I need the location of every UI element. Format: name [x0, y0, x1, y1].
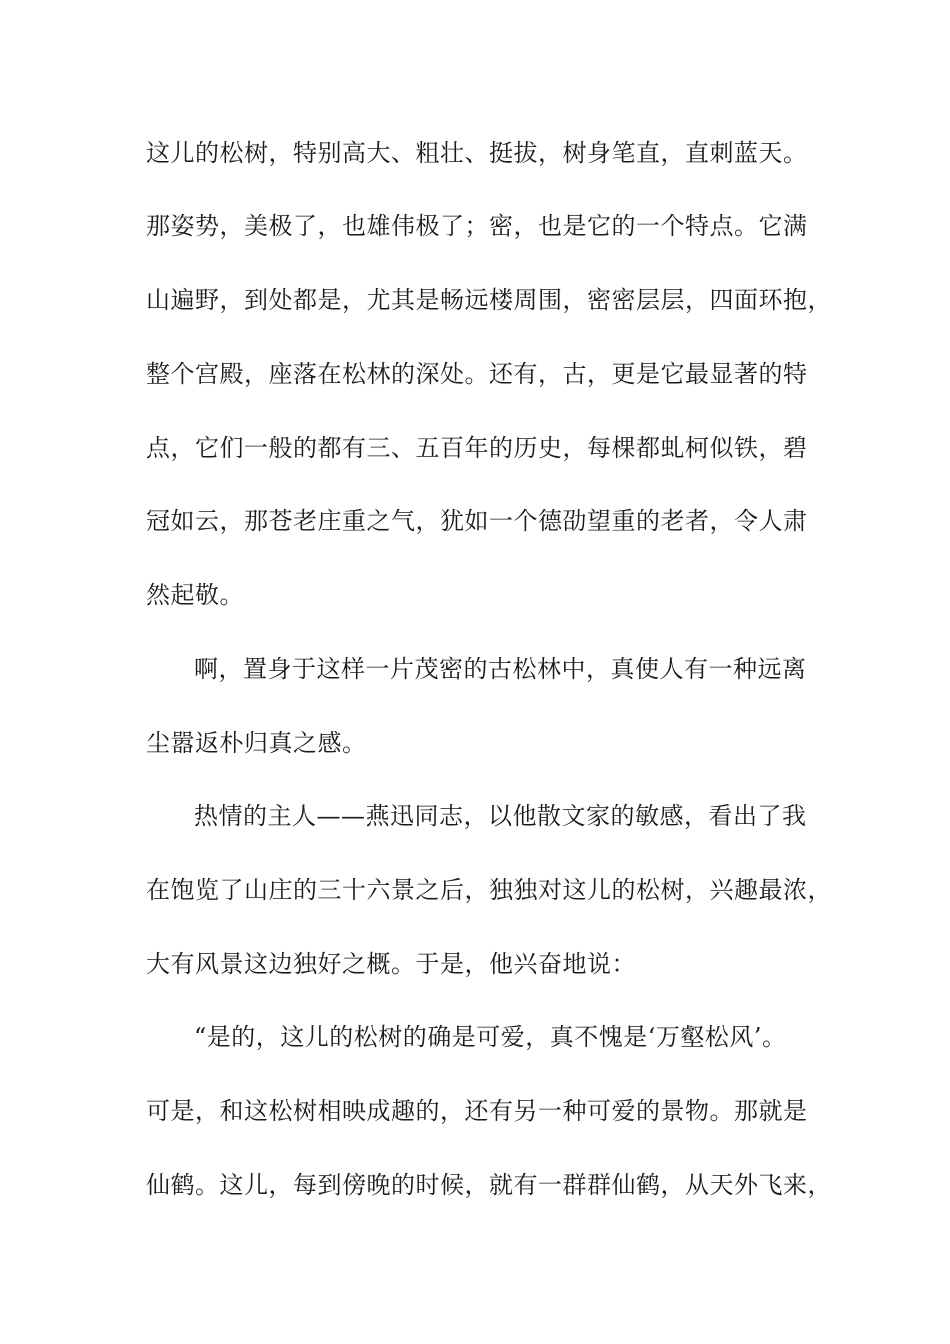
- text-line: 然起敬。: [146, 581, 244, 609]
- text-line: 仙鹤。这儿，每到傍晚的时候，就有一群群仙鹤，从天外飞来，: [146, 1171, 832, 1199]
- paragraph-start-line: “是的，这儿的松树的确是可爱，真不愧是‘万壑松风’。: [194, 1023, 787, 1051]
- text-line: 整个宫殿，座落在松林的深处。还有，古，更是它最显著的特: [146, 360, 808, 388]
- text-line: 点，它们一般的都有三、五百年的历史，每棵都虬柯似铁，碧: [146, 434, 808, 462]
- text-line: 山遍野，到处都是，尤其是畅远楼周围，密密层层，四面环抱，: [146, 286, 832, 314]
- text-line: 冠如云，那苍老庄重之气，犹如一个德劭望重的老者，令人肃: [146, 507, 808, 535]
- paragraph-start-line: 热情的主人——燕迅同志，以他散文家的敏感，看出了我: [194, 802, 807, 830]
- text-line: 可是，和这松树相映成趣的，还有另一种可爱的景物。那就是: [146, 1097, 808, 1125]
- text-line: 尘嚣返朴归真之感。: [146, 729, 367, 757]
- paragraph-start-line: 啊，置身于这样一片茂密的古松林中，真使人有一种远离: [194, 655, 807, 683]
- text-line: 那姿势，美极了，也雄伟极了；密，也是它的一个特点。它满: [146, 212, 808, 240]
- text-line: 这儿的松树，特别高大、粗壮、挺拔，树身笔直，直刺蓝天。: [146, 139, 808, 167]
- text-line: 大有风景这边独好之概。于是，他兴奋地说：: [146, 950, 636, 978]
- text-line: 在饱览了山庄的三十六景之后，独独对这儿的松树，兴趣最浓，: [146, 876, 832, 904]
